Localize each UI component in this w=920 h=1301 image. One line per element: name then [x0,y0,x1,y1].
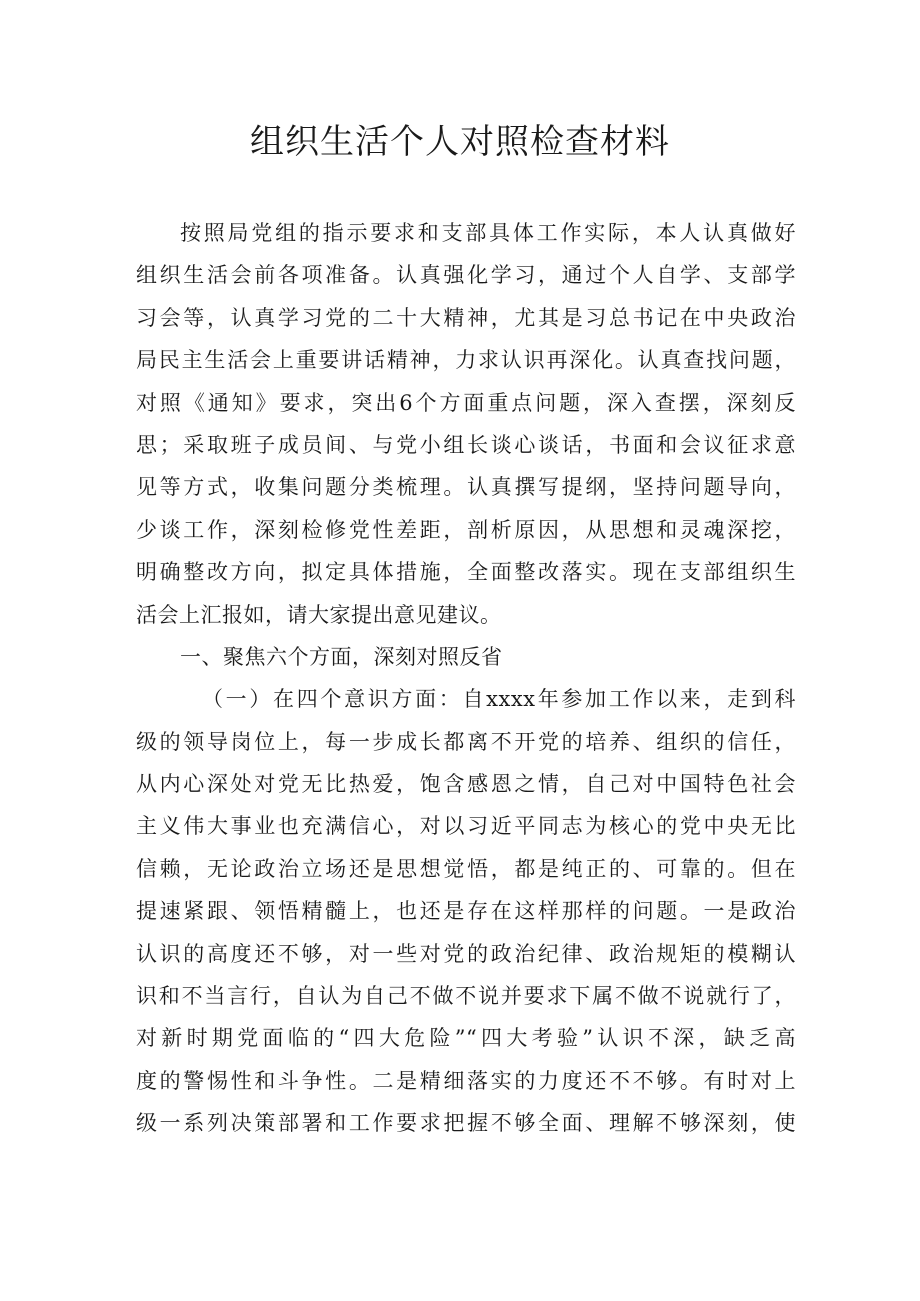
text-line: 组织生活会前各项准备。认真强化学习，通过个人自学、支部学 [136,263,796,288]
text-line: 度的警惕性和斗争性。二是精细落实的力度还不不够。有时对上 [136,1068,796,1093]
text-line: 认识的高度还不够，对一些对党的政治纪律、政治规矩的模糊认 [136,941,796,966]
text-line: 思；采取班子成员间、与党小组长谈心谈话，书面和会议征求意 [136,432,796,457]
text-line: 见等方式，收集问题分类梳理。认真撰写提纲，坚持问题导向， [136,475,796,500]
text-line: 识和不当言行，自认为自己不做不说并要求下属不做不说就行了， [136,984,796,1009]
text-line: 习会等，认真学习党的二十大精神，尤其是习总书记在中央政治 [136,305,796,330]
text-line: 级一系列决策部署和工作要求把握不够全面、理解不够深刻，使 [136,1111,796,1136]
text-line: （一）在四个意识方面：自xxxx年参加工作以来，走到科 [202,687,796,712]
text-line: 级的领导岗位上，每一步成长都离不开党的培养、组织的信任， [136,729,796,754]
text-line: 对照《通知》要求，突出6个方面重点问题，深入查摆，深刻反 [136,390,796,415]
text-line: 信赖，无论政治立场还是思想觉悟，都是纯正的、可靠的。但在 [136,856,796,881]
text-line: 局民主生活会上重要讲话精神，力求认识再深化。认真查找问题， [136,348,796,373]
text-line: 提速紧跟、领悟精髓上，也还是存在这样那样的问题。一是政治 [136,899,796,924]
text-line: 少谈工作，深刻检修党性差距，剖析原因，从思想和灵魂深挖， [136,517,796,542]
document-body [136,212,796,1145]
document-title: 组织生活个人对照检查材料 [250,122,670,162]
text-line: 明确整改方向，拟定具体措施，全面整改落实。现在支部组织生 [136,560,796,585]
text-line: 对新时期党面临的“四大危险”“四大考验”认识不深，缺乏高 [136,1026,796,1051]
text-line: 主义伟大事业也充满信心，对以习近平同志为核心的党中央无比 [136,814,796,839]
text-line: 按照局党组的指示要求和支部具体工作实际，本人认真做好 [180,221,796,245]
text-line: 活会上汇报如，请大家提出意见建议。 [136,602,502,627]
text-line: 从内心深处对党无比热爱，饱含感恩之情，自己对中国特色社会 [136,772,796,797]
section-heading: 一、聚焦六个方面，深刻对照反省 [180,644,503,669]
